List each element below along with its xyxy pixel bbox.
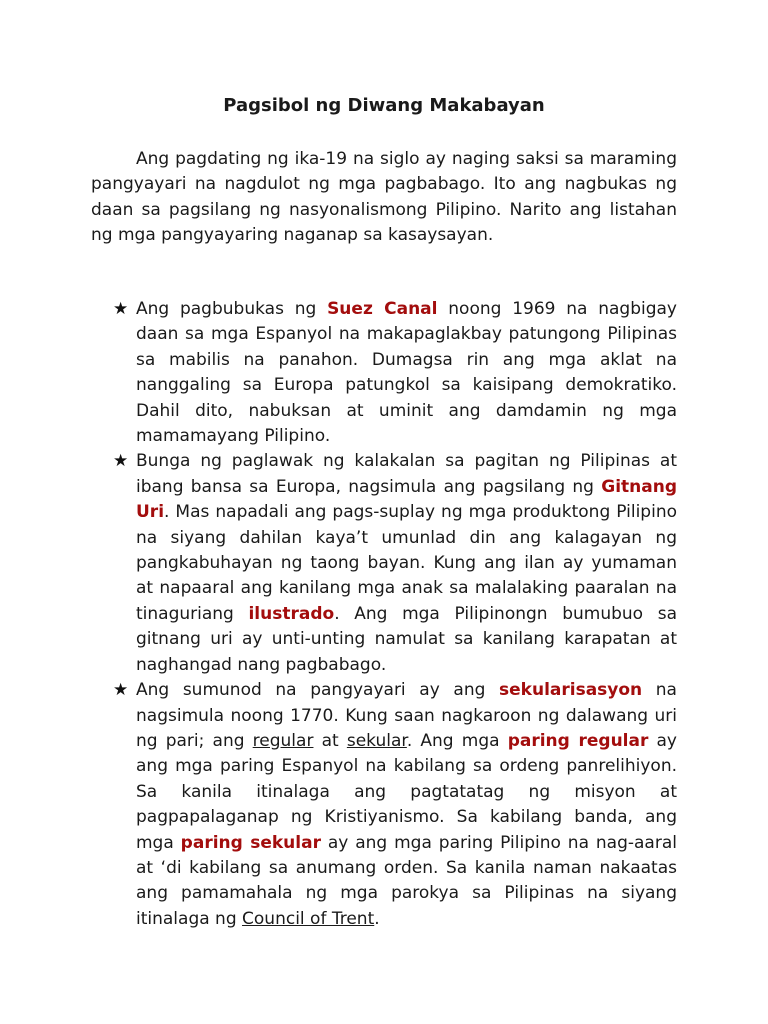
underlined-term-regular: regular xyxy=(252,730,314,751)
list-item-gitnang-uri xyxy=(91,449,677,678)
bullet-text: . Ang mga xyxy=(406,730,508,751)
bullet-text: Bunga ng paglawak ng kalakalan sa pagitan ng Pilipinas at ibang bansa sa Europa, nagsimula ang pagsilang ng xyxy=(136,451,677,497)
highlight-term-suez-canal: Suez Canal xyxy=(327,299,438,319)
star-bullet-icon: ★ xyxy=(113,451,129,472)
highlight-term-sekularisasyon: sekularisasyon xyxy=(499,680,643,701)
bullet-text: . Ang mga Pilipinongn bumubuo sa gitnang uri ay unti-unting namulat sa kanilang karapatan at naghangad nang pagbabago. xyxy=(136,603,677,675)
underlined-term-council-of-trent: Council of Trent xyxy=(242,908,375,929)
underlined-term-sekular: sekular xyxy=(346,730,407,751)
highlight-term-ilustrado: ilustrado xyxy=(248,603,335,624)
bullet-text: . Mas napadali ang pags-suplay ng mga produktong Pilipino na siyang dahilan kaya’t umunlad din ang kalagayan ng pangkabuhayan ng taong bayan. Kung ang ilan ay yumaman at napaaral ang kanilang mga anak sa malalaking paaralan na tinaguriang xyxy=(136,502,677,624)
bullet-text: Ang sumunod na pangyayari ay ang xyxy=(136,680,500,701)
list-item-suez-canal xyxy=(91,297,677,449)
document-title: Pagsibol ng Diwang Makabayan xyxy=(223,95,545,116)
bullet-text: noong 1969 na nagbigay daan sa mga Espanyol na makapaglakbay patungong Pilipinas sa mabilis na panahon. Dumagsa rin ang mga aklat na nanggaling sa Europa patungkol sa kaisipang demokratiko. Dahil dito, nabuksan at uminit ang damdamin ng mga mamamayang Pilipino. xyxy=(136,299,677,447)
highlight-term-paring-sekular: paring sekular xyxy=(180,832,321,853)
bullet-text: ay ang mga paring Pilipino na nag-aaral at ‘di kabilang sa anumang orden. Sa kanila naman nakaatas ang pamamahala ng mga parokya sa Pilipinas na siyang itinalaga ng xyxy=(136,832,677,929)
intro-paragraph: Ang pagdating ng ika-19 na siglo ay naging saksi sa maraming pangyayari na nagdulot ng mga pagbabago. Ito ang nagbukas ng daan sa pagsilang ng nasyonalismong Pilipino. Narito ang listahan ng mga pangyayaring naganap sa kasaysayan. xyxy=(91,149,677,246)
highlight-term-paring-regular: paring regular xyxy=(507,730,649,751)
bullet-text: Ang pagbubukas ng xyxy=(136,299,328,319)
bullet-text: at xyxy=(313,730,347,751)
star-bullet-icon: ★ xyxy=(113,680,129,701)
event-list xyxy=(91,297,677,932)
list-item-sekularisasyon xyxy=(91,678,677,932)
bullet-text: na nagsimula noong 1770. Kung saan nagkaroon ng dalawang uri ng pari; ang xyxy=(136,680,677,751)
star-bullet-icon: ★ xyxy=(113,299,129,319)
bullet-text: ay ang mga paring Espanyol na kabilang sa ordeng panrelihiyon. Sa kanila itinalaga ang pagtatatag ng misyon at pagpapalaganap ng Kristiyanismo. Sa kabilang banda, ang mga xyxy=(136,730,677,853)
highlight-term-gitnang-uri: Gitnang Uri xyxy=(136,476,677,523)
bullet-text: . xyxy=(374,908,380,929)
